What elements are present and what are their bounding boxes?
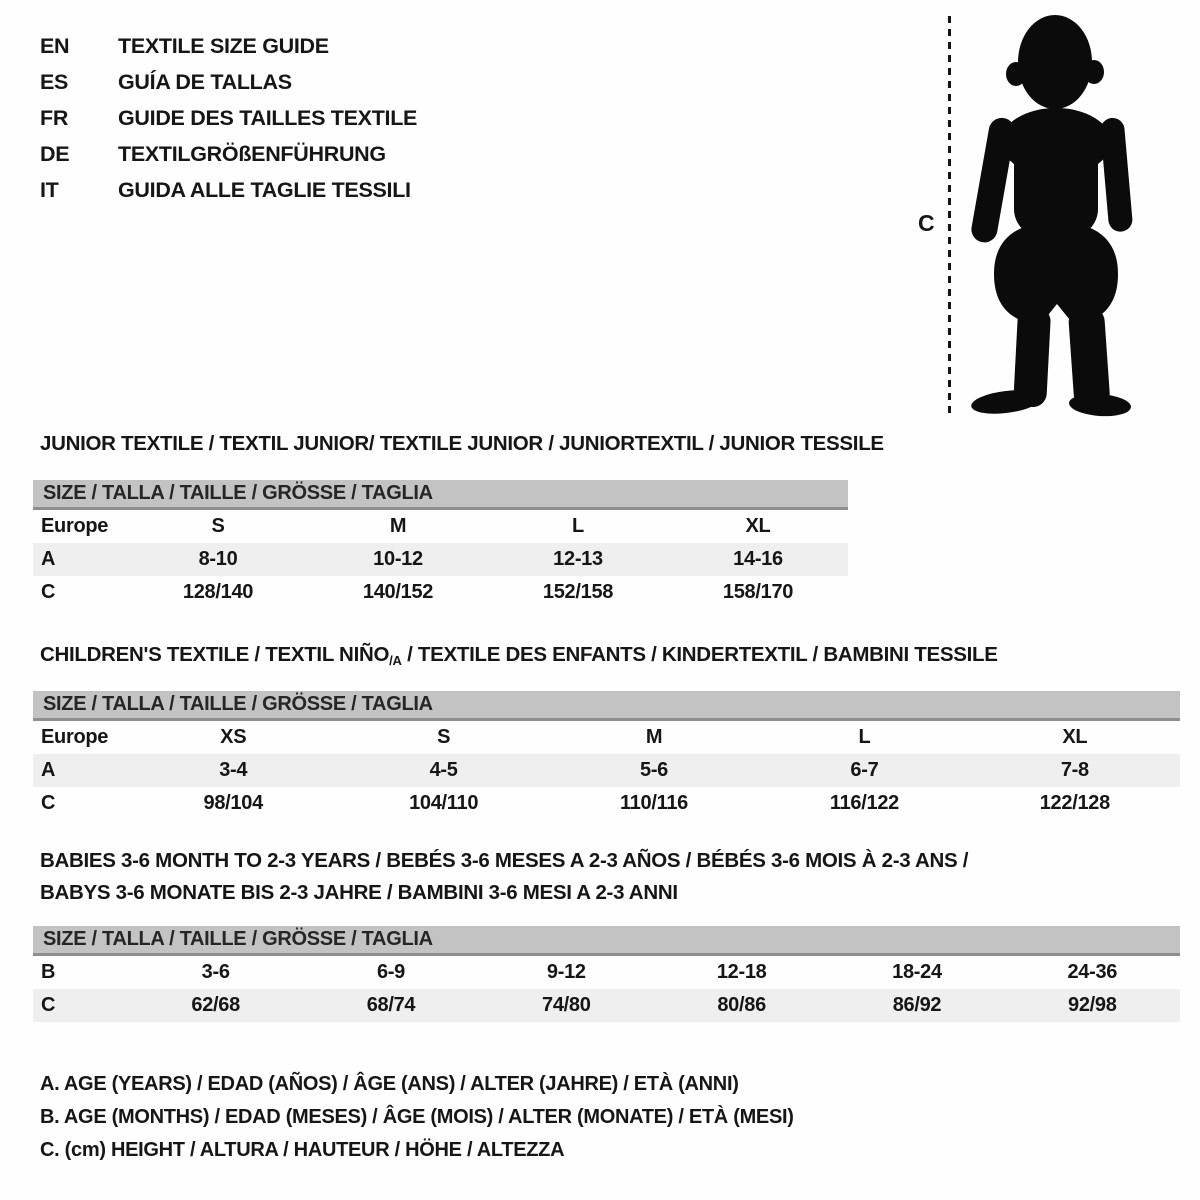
- table-row: [33, 543, 848, 576]
- children-heading-subscript: /A: [389, 653, 402, 668]
- age-cell: 12-13: [553, 548, 603, 570]
- age-cell: 24-36: [1067, 961, 1118, 983]
- children-section-heading: [40, 643, 998, 668]
- size-cell: M: [389, 515, 407, 537]
- measurement-legend: [40, 1068, 794, 1167]
- height-cell: 80/86: [717, 994, 766, 1016]
- age-cell: 18-24: [892, 961, 942, 983]
- age-cell: 12-18: [716, 961, 767, 983]
- height-cell: 74/80: [542, 994, 591, 1016]
- height-cell: 98/104: [203, 792, 263, 814]
- row-label: Europe: [41, 726, 109, 748]
- guide-title-fr: GUIDE DES TAILLES TEXTILE: [118, 105, 418, 130]
- row-label: C: [41, 581, 56, 603]
- table-row: [33, 787, 1180, 820]
- size-cell: S: [211, 515, 225, 537]
- babies-heading-line1: BABIES 3-6 MONTH TO 2-3 YEARS / BEBÉS 3-6 MESES A 2-3 AÑOS / BÉBÉS 3-6 MOIS À 2-3 ANS /: [40, 849, 969, 872]
- size-cell: L: [858, 726, 871, 748]
- table-row: [33, 754, 1180, 787]
- size-header-bar: SIZE / TALLA / TAILLE / GRÖSSE / TAGLIA: [33, 926, 1180, 956]
- children-heading-text: / TEXTILE DES ENFANTS / KINDERTEXTIL / BAMBINI TESSILE: [401, 643, 998, 666]
- guide-title-de: TEXTILGRÖßENFÜHRUNG: [118, 141, 386, 166]
- babies-size-table: [33, 926, 1180, 1022]
- height-measure-label: C: [918, 210, 935, 236]
- guide-title-it: GUIDA ALLE TAGLIE TESSILI: [118, 177, 411, 202]
- toddler-silhouette-image: [962, 12, 1138, 418]
- lang-code: IT: [40, 177, 59, 202]
- size-cell: M: [645, 726, 663, 748]
- guide-title-en: TEXTILE SIZE GUIDE: [118, 33, 329, 58]
- size-header-bar: SIZE / TALLA / TAILLE / GRÖSSE / TAGLIA: [33, 691, 1180, 721]
- age-cell: 4-5: [429, 759, 458, 781]
- lang-row-en: [40, 28, 417, 64]
- children-size-table: [33, 691, 1180, 820]
- height-cell: 116/122: [829, 792, 899, 814]
- age-cell: 5-6: [640, 759, 669, 781]
- table-row: [33, 989, 1180, 1022]
- age-cell: 3-6: [201, 961, 230, 983]
- row-label: A: [41, 759, 56, 781]
- size-cell: XL: [1062, 726, 1088, 748]
- children-heading-text: CHILDREN'S TEXTILE / TEXTIL NIÑO: [40, 643, 390, 666]
- height-cell: 110/116: [620, 792, 689, 814]
- age-cell: 14-16: [733, 548, 783, 570]
- height-cell: 86/92: [892, 994, 942, 1016]
- row-label: C: [41, 792, 56, 814]
- table-row: [33, 721, 1180, 754]
- size-header-bar: SIZE / TALLA / TAILLE / GRÖSSE / TAGLIA: [33, 480, 848, 510]
- junior-section-heading: JUNIOR TEXTILE / TEXTIL JUNIOR/ TEXTILE JUNIOR / JUNIORTEXTIL / JUNIOR TESSILE: [40, 432, 884, 455]
- table-row: [33, 576, 848, 609]
- legend-line-c: C. (cm) HEIGHT / ALTURA / HAUTEUR / HÖHE / ALTEZZA: [40, 1139, 565, 1161]
- age-cell: 9-12: [546, 961, 586, 983]
- size-cell: S: [437, 726, 451, 748]
- guide-title-es: GUÍA DE TALLAS: [118, 69, 292, 94]
- language-title-list: [40, 28, 417, 208]
- age-cell: 7-8: [1060, 759, 1089, 781]
- age-cell: 6-9: [376, 961, 405, 983]
- size-cell: XS: [220, 726, 247, 748]
- height-cell: 158/170: [722, 581, 794, 603]
- height-cell: 152/158: [542, 581, 614, 603]
- lang-row-fr: [40, 100, 417, 136]
- lang-code: ES: [40, 69, 69, 94]
- lang-row-de: [40, 136, 417, 172]
- table-row: [33, 510, 848, 543]
- height-cell: 62/68: [191, 994, 240, 1016]
- height-cell: 92/98: [1068, 994, 1117, 1016]
- height-measure-dashed-line: [948, 16, 951, 416]
- row-label: A: [41, 548, 56, 570]
- lang-row-it: [40, 172, 417, 208]
- legend-line-b: B. AGE (MONTHS) / EDAD (MESES) / ÂGE (MOIS) / ALTER (MONATE) / ETÀ (MESI): [40, 1106, 794, 1128]
- lang-code: FR: [40, 105, 69, 130]
- size-cell: L: [572, 515, 584, 537]
- row-label: C: [41, 994, 56, 1016]
- lang-row-es: [40, 64, 417, 100]
- height-cell: 122/128: [1039, 792, 1110, 814]
- height-cell: 128/140: [182, 581, 254, 603]
- age-cell: 6-7: [850, 759, 879, 781]
- legend-line-a: A. AGE (YEARS) / EDAD (AÑOS) / ÂGE (ANS) / ALTER (JAHRE) / ETÀ (ANNI): [40, 1073, 739, 1095]
- junior-size-table: [33, 480, 848, 609]
- lang-code: EN: [40, 33, 70, 58]
- age-cell: 10-12: [373, 548, 423, 570]
- lang-code: DE: [40, 141, 70, 166]
- size-cell: XL: [745, 515, 771, 537]
- height-cell: 104/110: [409, 792, 479, 814]
- height-cell: 140/152: [362, 581, 434, 603]
- row-label: B: [41, 961, 56, 983]
- babies-section-heading: [40, 845, 968, 909]
- babies-heading-line2: BABYS 3-6 MONATE BIS 2-3 JAHRE / BAMBINI 3-6 MESI A 2-3 ANNI: [40, 881, 678, 904]
- age-cell: 8-10: [198, 548, 238, 570]
- age-cell: 3-4: [219, 759, 248, 781]
- row-label: Europe: [41, 515, 109, 537]
- height-cell: 68/74: [366, 994, 416, 1016]
- table-row: [33, 956, 1180, 989]
